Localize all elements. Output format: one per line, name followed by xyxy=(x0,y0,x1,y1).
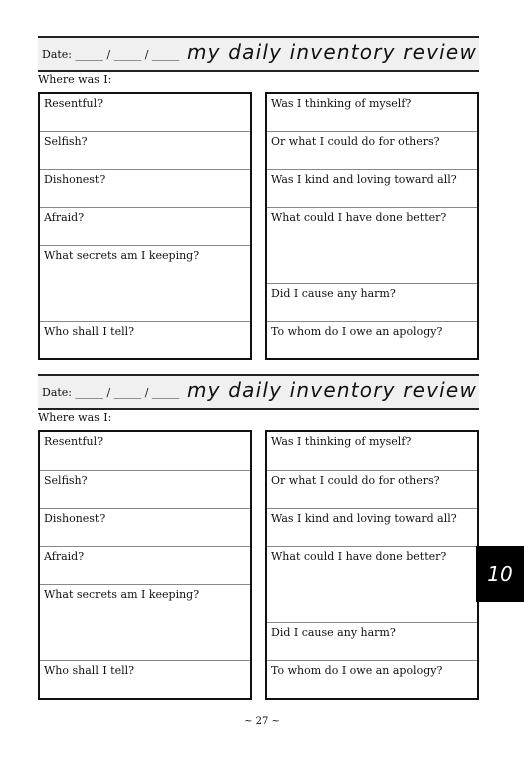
question-kind-loving: Was I kind and loving toward all? xyxy=(267,509,477,547)
right-question-box xyxy=(265,92,479,360)
question-afraid: Afraid? xyxy=(40,547,250,585)
question-secrets: What secrets am I keeping? xyxy=(40,246,250,322)
question-dishonest: Dishonest? xyxy=(40,509,250,547)
question-owe-apology: To whom do I owe an apology? xyxy=(271,325,443,338)
question-dishonest: Dishonest? xyxy=(40,170,250,208)
left-question-box xyxy=(38,430,252,700)
question-done-better: What could I have done better? xyxy=(267,208,477,284)
inventory-section-2 xyxy=(38,374,479,677)
question-secrets: What secrets am I keeping? xyxy=(40,585,250,661)
inventory-section-1 xyxy=(38,36,479,338)
question-resentful: Resentful? xyxy=(40,94,250,132)
question-cause-harm: Did I cause any harm? xyxy=(267,623,477,661)
question-do-for-others: Or what I could do for others? xyxy=(267,471,477,509)
section-title: my daily inventory review xyxy=(186,378,477,402)
left-question-box xyxy=(38,92,252,360)
section-header xyxy=(38,374,479,410)
section-title: my daily inventory review xyxy=(186,40,477,64)
right-question-box xyxy=(265,430,479,700)
question-who-tell: Who shall I tell? xyxy=(44,664,135,677)
where-was-i-label: Where was I: xyxy=(38,411,112,424)
question-selfish: Selfish? xyxy=(40,132,250,170)
question-thinking-of-myself: Was I thinking of myself? xyxy=(267,432,477,471)
question-do-for-others: Or what I could do for others? xyxy=(267,132,477,170)
date-line: Date: _____ / _____ / _____ xyxy=(42,386,180,399)
where-was-i-label: Where was I: xyxy=(38,73,112,86)
date-line: Date: _____ / _____ / _____ xyxy=(42,48,180,61)
page-number: ~ 27 ~ xyxy=(244,716,280,727)
question-selfish: Selfish? xyxy=(40,471,250,509)
question-who-tell: Who shall I tell? xyxy=(44,325,135,338)
question-owe-apology: To whom do I owe an apology? xyxy=(271,664,443,677)
question-thinking-of-myself: Was I thinking of myself? xyxy=(267,94,477,132)
chapter-tab: 10 xyxy=(476,546,524,602)
question-resentful: Resentful? xyxy=(40,432,250,471)
question-done-better: What could I have done better? xyxy=(267,547,477,623)
question-cause-harm: Did I cause any harm? xyxy=(267,284,477,322)
question-afraid: Afraid? xyxy=(40,208,250,246)
section-header xyxy=(38,36,479,72)
question-kind-loving: Was I kind and loving toward all? xyxy=(267,170,477,208)
